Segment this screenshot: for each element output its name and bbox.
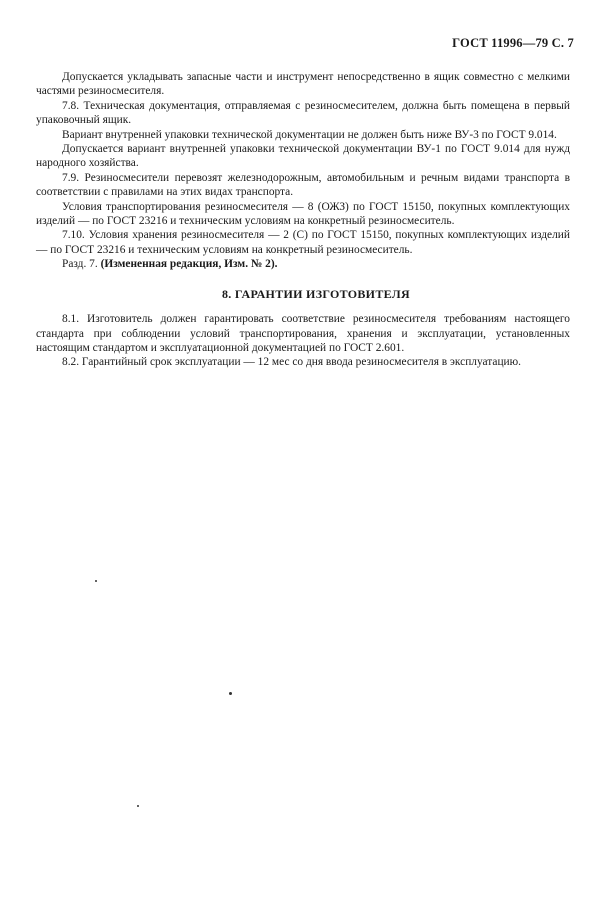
paragraph-spare-parts: Допускается укладывать запасные части и инструмент непосредственно в ящик совместно с мелкими частями резиносмесителя. [36,71,570,98]
scan-speck [137,805,139,807]
section-8-title: 8. ГАРАНТИИ ИЗГОТОВИТЕЛЯ [222,286,410,301]
paragraph-7-8: 7.8. Техническая документация, отправляемая с резиносмесителем, должна быть помещена в первый упаковочный ящик. [36,99,570,127]
amendment-prefix: Разд. 7. [62,258,98,271]
amendment-note [36,257,570,271]
paragraph-8-1: 8.1. Изготовитель должен гарантировать соответствие резиносмесителя требованиям настоящего стандарта при соблюдении условий транспортирования, хранения и эксплуатации, установленных настоящим стандартом и эксплуатационной документацией по ГОСТ 2.601. [36,313,570,354]
amendment-text: (Измененная редакция, Изм. № 2). [100,258,278,271]
paragraph-transport-conditions: Условия транспортирования резиносмесителя — 8 (ОЖЗ) по ГОСТ 15150, покупных комплектующих изделий — по ГОСТ 23216 и техническим условиям на конкретный резиносмеситель. [36,200,570,228]
document-body [36,70,570,370]
scan-speck [229,692,232,695]
paragraph-packing-variant: Вариант внутренней упаковки технической документации не должен быть ниже ВУ-3 по ГОСТ 9.014. [62,128,557,141]
scan-speck [95,580,97,582]
paragraph-8-2: 8.2. Гарантийный срок эксплуатации — 12 мес со дня ввода резиносмесителя в эксплуатацию. [62,356,522,369]
paragraph-7-10: 7.10. Условия хранения резиносмесителя — 2 (С) по ГОСТ 15150, покупных комплектующих изделий — по ГОСТ 23216 и техническим условиям на конкретный резиносмеситель. [36,229,570,256]
paragraph-7-9: 7.9. Резиносмесители перевозят железнодорожным, автомобильным и речным видами транспорта в соответствии с правилами на этих видах транспорта. [36,171,570,199]
running-header: ГОСТ 11996—79 С. 7 [452,36,574,50]
paragraph-packing-vu1: Допускается вариант внутренней упаковки технической документации ВУ-1 по ГОСТ 9.014 для нужд народного хозяйства. [36,143,570,170]
